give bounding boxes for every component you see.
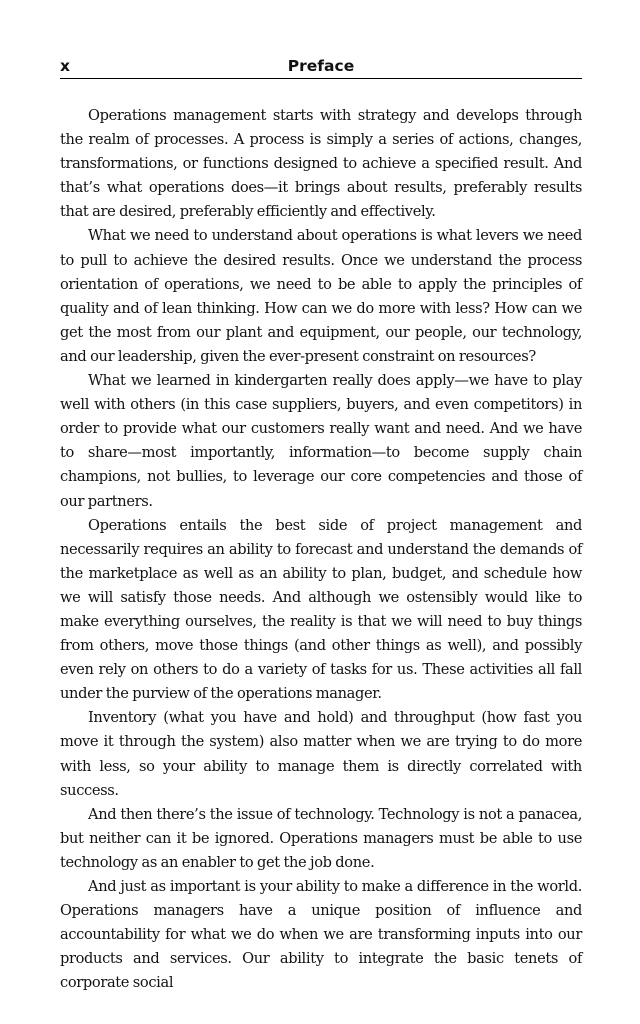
page-number: x [60,57,70,75]
paragraph: And then there’s the issue of technology. Technology is not a panacea, but neither can it be ignored. Operations managers must be able to use technology as an enabler to get the job done. [60,805,582,871]
paragraph: Inventory (what you have and hold) and throughput (how fast you move it through the system) also matter when we are trying to do more with less, so your ability to manage them is directly correlated with success. [60,709,582,799]
paragraph: Operations entails the best side of project management and necessarily requires an ability to forecast and understand the demands of the marketplace as well as an ability to plan, budget, and schedule how we will satisfy those needs. And although we ostensibly would like to make everything ourselves, the reality is that we will need to buy things from others, move those things (and other things as well), and possibly even rely on others to do a variety of tasks for us. These activities all fall under the purview of the operations manager. [60,516,582,703]
paragraph: Operations management starts with strategy and develops through the realm of processes. A process is simply a series of actions, changes, transformations, or functions designed to achieve a specified result. And that’s what operations does—it brings about results, preferably results that are desired, preferably efficiently and effectively. [60,107,582,221]
running-head [60,52,582,79]
chapter-title: Preface [287,57,355,75]
paragraph: What we learned in kindergarten really does apply—we have to play well with others (in this case suppliers, buyers, and even competitors) in order to provide what our customers really want and need. And we have to share—most importantly, information—to become supply chain champions, not bullies, to leverage our core competencies and those of our partners. [60,372,582,510]
paragraph: And just as important is your ability to make a difference in the world. Operations managers have a unique position of influence and accountability for what we do when we are transforming inputs into our products and services. Our ability to integrate the basic tenets of corporate social [60,878,582,992]
paragraph: What we need to understand about operations is what levers we need to pull to achieve the desired results. Once we understand the process orientation of operations, we need to be able to apply the principles of quality and of lean thinking. How can we do more with less? How can we get the most from our plant and equipment, our people, our technology, and our leadership, given the ever-present constraint on resources? [60,227,582,365]
body-text [60,104,582,995]
book-page [60,52,582,995]
